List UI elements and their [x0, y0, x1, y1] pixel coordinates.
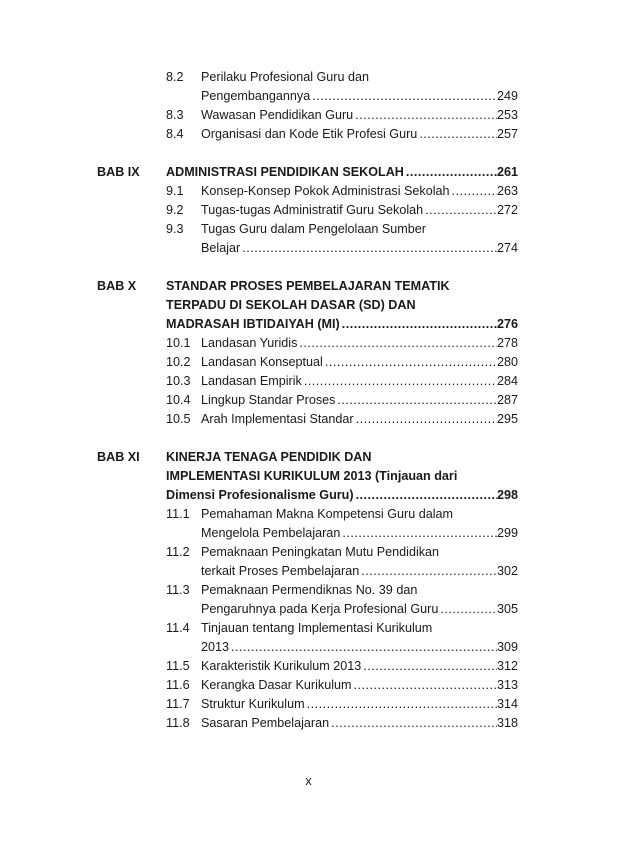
section-leader	[201, 391, 518, 410]
section-page-number: 313	[496, 678, 518, 692]
toc-section-entry[interactable]	[0, 543, 617, 562]
chapter-page-number: 298	[496, 488, 518, 502]
dot-leader	[335, 391, 497, 410]
section-title: Landasan Konseptual	[201, 355, 323, 369]
toc-section-entry[interactable]	[0, 68, 617, 87]
dot-leader	[323, 353, 497, 372]
dot-leader	[423, 201, 497, 220]
toc-section-continuation	[0, 562, 617, 581]
toc-section-entry[interactable]	[0, 505, 617, 524]
section-leader	[201, 657, 518, 676]
dot-leader	[359, 562, 497, 581]
section-number: 11.5	[166, 659, 190, 673]
dot-leader	[354, 486, 497, 505]
chapter-title-line: IMPLEMENTASI KURIKULUM 2013 (Tinjauan dari	[166, 469, 458, 483]
chapter-leader	[166, 315, 518, 334]
section-number: 11.4	[166, 621, 190, 635]
toc-section-entry[interactable]	[0, 334, 617, 353]
section-title: Lingkup Standar Proses	[201, 393, 336, 407]
section-title: Sasaran Pembelajaran	[201, 716, 330, 730]
chapter-page-number: 261	[496, 165, 518, 179]
section-title: Karakteristik Kurikulum 2013	[201, 659, 362, 673]
dot-leader	[340, 315, 497, 334]
chapter-leader	[166, 486, 518, 505]
toc-chapter-entry[interactable]	[0, 163, 617, 182]
toc-section-entry[interactable]	[0, 619, 617, 638]
section-leader	[201, 600, 518, 619]
section-number: 10.3	[166, 374, 191, 388]
section-page-number: 287	[496, 393, 518, 407]
chapter-title-line: STANDAR PROSES PEMBELAJARAN TEMATIK	[166, 279, 450, 293]
toc-section-entry[interactable]	[0, 106, 617, 125]
toc-section-entry[interactable]	[0, 353, 617, 372]
spacer	[0, 258, 617, 277]
chapter-title: Dimensi Profesionalisme Guru)	[166, 488, 354, 502]
dot-leader	[361, 657, 497, 676]
chapter-title: ADMINISTRASI PENDIDIKAN SEKOLAH	[166, 165, 404, 179]
section-number: 8.4	[166, 127, 184, 141]
toc-section-continuation	[0, 600, 617, 619]
section-number: 8.2	[166, 70, 184, 84]
page-number: x	[305, 774, 312, 788]
dot-leader	[438, 600, 497, 619]
section-leader	[201, 714, 518, 733]
section-leader	[201, 239, 518, 258]
dot-leader	[240, 239, 497, 258]
section-page-number: 257	[496, 127, 518, 141]
toc-section-continuation	[0, 638, 617, 657]
section-leader	[201, 125, 518, 144]
section-title: Pengembangannya	[201, 89, 311, 103]
dot-leader	[404, 163, 497, 182]
spacer	[0, 144, 617, 163]
chapter-title-line: KINERJA TENAGA PENDIDIK DAN	[166, 450, 372, 464]
toc-section-entry[interactable]	[0, 695, 617, 714]
toc-chapter-continuation	[0, 486, 617, 505]
section-page-number: 274	[496, 241, 518, 255]
toc-chapter-entry[interactable]	[0, 448, 617, 467]
table-of-contents	[0, 68, 617, 733]
dot-leader	[417, 125, 497, 144]
section-number: 11.8	[166, 716, 190, 730]
section-number: 10.4	[166, 393, 191, 407]
section-page-number: 318	[496, 716, 518, 730]
section-page-number: 278	[496, 336, 518, 350]
toc-chapter-continuation	[0, 296, 617, 315]
chapter-label: BAB X	[97, 279, 137, 293]
chapter-page-number: 276	[496, 317, 518, 331]
dot-leader	[329, 714, 497, 733]
section-page-number: 309	[496, 640, 518, 654]
section-title: Tugas-tugas Administratif Guru Sekolah	[201, 203, 424, 217]
section-leader	[201, 201, 518, 220]
section-leader	[201, 182, 518, 201]
section-title: Belajar	[201, 241, 241, 255]
section-page-number: 253	[496, 108, 518, 122]
section-page-number: 305	[496, 602, 518, 616]
section-number: 10.1	[166, 336, 191, 350]
section-title-line: Pemaknaan Permendiknas No. 39 dan	[201, 583, 418, 597]
section-title-line: Tugas Guru dalam Pengelolaan Sumber	[201, 222, 426, 236]
section-title: 2013	[201, 640, 230, 654]
toc-chapter-entry[interactable]	[0, 277, 617, 296]
section-title-line: Pemahaman Makna Kompetensi Guru dalam	[201, 507, 454, 521]
chapter-label: BAB IX	[97, 165, 140, 179]
toc-section-entry[interactable]	[0, 182, 617, 201]
toc-section-entry[interactable]	[0, 714, 617, 733]
section-leader	[201, 676, 518, 695]
dot-leader	[229, 638, 497, 657]
section-title: Arah Implementasi Standar	[201, 412, 354, 426]
section-page-number: 263	[496, 184, 518, 198]
section-title: Organisasi dan Kode Etik Profesi Guru	[201, 127, 418, 141]
section-leader	[201, 695, 518, 714]
dot-leader	[353, 106, 497, 125]
section-leader	[201, 353, 518, 372]
section-leader	[201, 638, 518, 657]
toc-chapter-continuation	[0, 315, 617, 334]
section-page-number: 249	[496, 89, 518, 103]
toc-section-entry[interactable]	[0, 125, 617, 144]
dot-leader	[354, 410, 497, 429]
section-title: Landasan Empirik	[201, 374, 302, 388]
spacer	[0, 429, 617, 448]
section-page-number: 299	[496, 526, 518, 540]
section-number: 11.2	[166, 545, 190, 559]
section-number: 11.1	[166, 507, 190, 521]
dot-leader	[450, 182, 497, 201]
section-leader	[201, 562, 518, 581]
dot-leader	[305, 695, 497, 714]
section-leader	[201, 372, 518, 391]
toc-chapter-continuation	[0, 467, 617, 486]
dot-leader	[340, 524, 497, 543]
toc-section-continuation	[0, 524, 617, 543]
toc-section-entry[interactable]	[0, 372, 617, 391]
section-title-line: Tinjauan tentang Implementasi Kurikulum	[201, 621, 433, 635]
section-number: 9.1	[166, 184, 184, 198]
toc-section-continuation	[0, 87, 617, 106]
dot-leader	[352, 676, 497, 695]
toc-section-entry[interactable]	[0, 410, 617, 429]
section-page-number: 312	[496, 659, 518, 673]
section-page-number: 280	[496, 355, 518, 369]
dot-leader	[297, 334, 497, 353]
section-number: 9.2	[166, 203, 184, 217]
section-number: 11.7	[166, 697, 190, 711]
section-number: 11.6	[166, 678, 190, 692]
toc-section-entry[interactable]	[0, 391, 617, 410]
section-page-number: 284	[496, 374, 518, 388]
section-title: Pengaruhnya pada Kerja Profesional Guru	[201, 602, 439, 616]
section-title-line: Pemaknaan Peningkatan Mutu Pendidikan	[201, 545, 440, 559]
section-leader	[201, 334, 518, 353]
section-title: Konsep-Konsep Pokok Administrasi Sekolah	[201, 184, 450, 198]
chapter-title-line: TERPADU DI SEKOLAH DASAR (SD) DAN	[166, 298, 416, 312]
section-number: 9.3	[166, 222, 184, 236]
section-title: terkait Proses Pembelajaran	[201, 564, 360, 578]
section-number: 11.3	[166, 583, 190, 597]
toc-section-entry[interactable]	[0, 220, 617, 239]
toc-section-entry[interactable]	[0, 657, 617, 676]
section-title: Mengelola Pembelajaran	[201, 526, 341, 540]
chapter-leader	[166, 163, 518, 182]
section-leader	[201, 410, 518, 429]
section-page-number: 272	[496, 203, 518, 217]
toc-section-continuation	[0, 239, 617, 258]
toc-section-entry[interactable]	[0, 201, 617, 220]
toc-section-entry[interactable]	[0, 581, 617, 600]
section-title-line: Perilaku Profesional Guru dan	[201, 70, 370, 84]
section-number: 10.5	[166, 412, 191, 426]
section-title: Struktur Kurikulum	[201, 697, 305, 711]
section-page-number: 314	[496, 697, 518, 711]
dot-leader	[310, 87, 497, 106]
section-number: 10.2	[166, 355, 191, 369]
chapter-title: MADRASAH IBTIDAIYAH (MI)	[166, 317, 340, 331]
section-leader	[201, 106, 518, 125]
section-number: 8.3	[166, 108, 184, 122]
dot-leader	[302, 372, 497, 391]
section-page-number: 302	[496, 564, 518, 578]
toc-section-entry[interactable]	[0, 676, 617, 695]
section-leader	[201, 524, 518, 543]
section-title: Wawasan Pendidikan Guru	[201, 108, 354, 122]
section-page-number: 295	[496, 412, 518, 426]
chapter-label: BAB XI	[97, 450, 140, 464]
section-leader	[201, 87, 518, 106]
section-title: Kerangka Dasar Kurikulum	[201, 678, 352, 692]
section-title: Landasan Yuridis	[201, 336, 298, 350]
